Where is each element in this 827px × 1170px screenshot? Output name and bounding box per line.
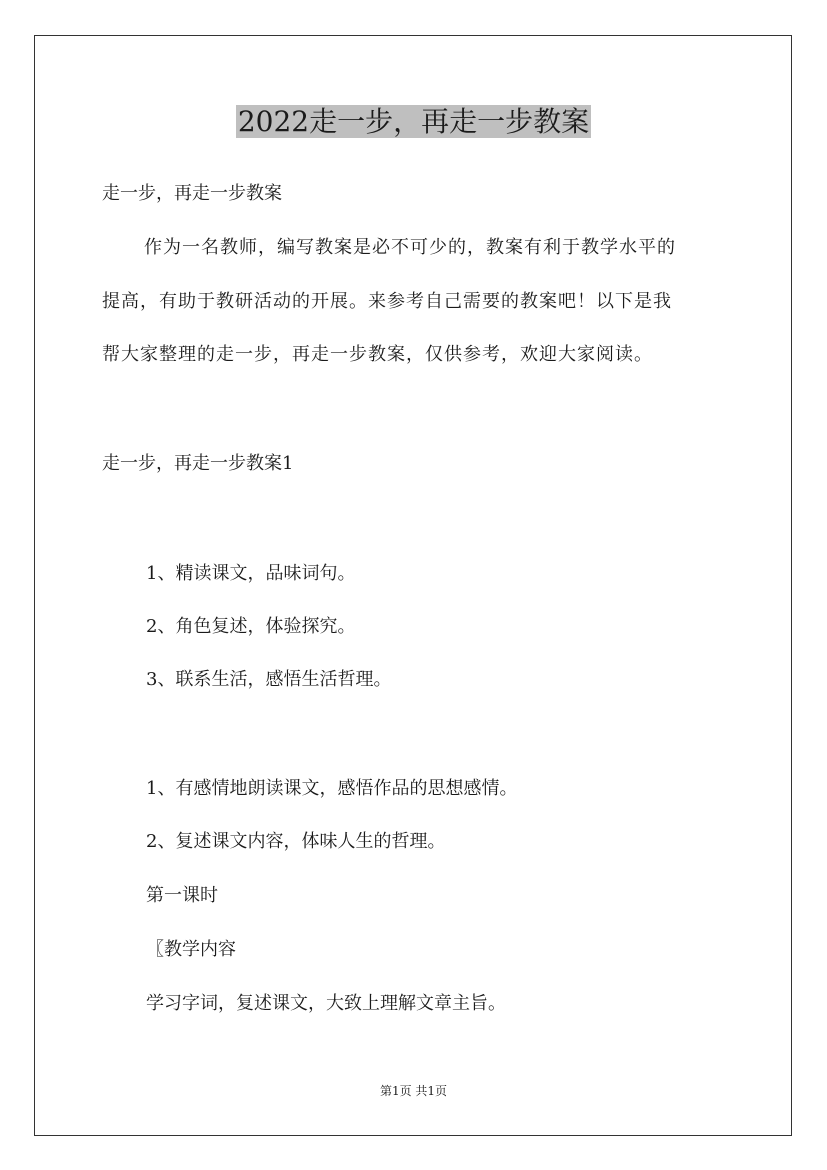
intro-line: 作为一名教师，编写教案是必不可少的，教案有利于教学水平的 [144,237,676,258]
content-text: 学习字词，复述课文，大致上理解文章主旨。 [146,993,506,1014]
document-title-text: 2022走一步，再走一步教案 [237,105,590,138]
list-item: 2、角色复述，体验探究。 [146,616,356,637]
page-indicator: 第1页 共1页 [379,1084,448,1098]
list-item: 2、复述课文内容，体味人生的哲理。 [146,831,446,852]
content-label: 〖教学内容 [146,939,236,960]
intro-line: 帮大家整理的走一步，再走一步教案，仅供参考，欢迎大家阅读。 [102,344,653,365]
document-subtitle: 走一步，再走一步教案 [102,183,282,204]
section-heading: 走一步，再走一步教案1 [102,453,294,474]
list-item: 1、精读课文，品味词句。 [146,563,356,584]
list-item: 3、联系生活，感悟生活哲理。 [146,669,392,690]
lesson-label: 第一课时 [146,885,218,906]
list-item: 1、有感情地朗读课文，感悟作品的思想感情。 [146,778,518,799]
intro-line: 提高，有助于教研活动的开展。来参考自己需要的教案吧！以下是我 [102,291,672,312]
document-title [0,102,827,142]
